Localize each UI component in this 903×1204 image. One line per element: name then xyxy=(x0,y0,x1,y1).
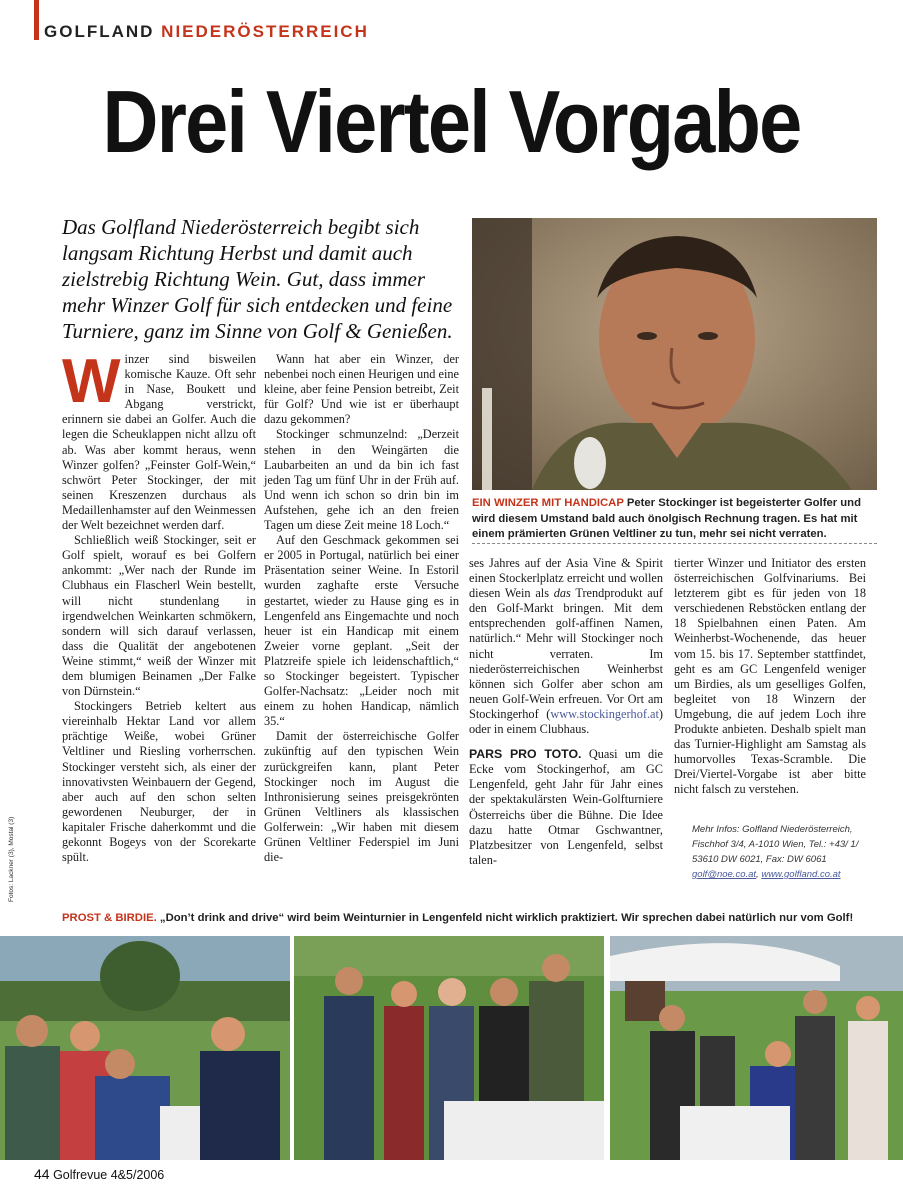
portrait-caption xyxy=(472,496,877,543)
magazine-issue: Golfrevue 4&5/2006 xyxy=(53,1168,165,1182)
paragraph xyxy=(62,347,256,533)
paragraph-text: Quasi um die Ecke vom Stockingerhof, am GC Lengenfeld, geht Jahr für Jahr eines der spektakulärsten Wein-Golfturniere Österreichs über die Bühne. Die Idee dazu hatte Otmar Gschwantner, Platzbesitzer von Lengenfeld, selbst talen- xyxy=(469,747,663,867)
article-column-1 xyxy=(62,347,256,865)
paragraph-text: Trendprodukt auf den Golf-Markt bringen. Mit dem entsprechenden golf-affinen Namen, natürlich.“ Mehr will Stockinger noch nicht verraten. Im niederösterreichischen Weinherbst können sich Golfer aber schon am neuen Golf-Wein erfreuen. Vor Ort am Stockingerhof ( xyxy=(469,586,663,721)
caption-divider xyxy=(472,543,877,544)
header-accent-bar xyxy=(34,0,39,40)
paragraph: Auf den Geschmack gekommen sei er 2005 in Portugal, natürlich bei einer Präsentation seiner Weine. In Estoril wurden zaghafte erste Versuche gestartet, wieder zu Hause ging es in Lengenfeld ans Eingemachte und noch heuer ist ein Handicap mit einem Zweier vorne geplant. „Seit der Platzreife spiele ich leidenschaftlich,“ so Stockinger begeistert. Typischer Golfer-Nachsatz: „Leider noch mit einem zu hohen Handicap, nämlich 35.“ xyxy=(264,533,459,729)
paragraph: Stockingers Betrieb keltert aus viereinhalb Hektar Land vor allem prächtige Weiße, wobei Grüner Veltliner und Riesling vorherrschen. Stockinger versteht sich, als einer der innovativsten Weinbauern der Gegend, aber auch auf den schon selten gewordenen Neuburger, der in kapitaler Frische daherkommt und die gekonnt Bogeys von der Scorekarte spült. xyxy=(62,699,256,865)
paragraph xyxy=(469,747,663,868)
portrait-photo xyxy=(472,218,877,490)
photo-credit xyxy=(8,816,18,902)
photo-credit-text: Fotos: Lackner (3), Mostal (3) xyxy=(8,816,15,902)
article-column-3 xyxy=(469,556,663,868)
paragraph-text: ses Jahres auf der Asia Vine & Spirit einen Stockerlplatz erreicht und wollen diesen Wein als xyxy=(469,556,663,601)
paragraph xyxy=(469,556,663,737)
paragraph: Wann hat aber ein Winzer, der nebenbei noch einen Heurigen und eine kleine, aber feine Pension betreibt, Zeit für Golf? Und wie ist er überhaupt dazu gekommen? xyxy=(264,352,459,427)
section-header-region: NIEDERÖSTERREICH xyxy=(161,22,369,41)
article-title: Drei Viertel Vorgabe xyxy=(102,72,801,171)
drop-cap: W xyxy=(62,347,121,416)
section-header-golfland: GOLFLAND xyxy=(44,22,155,41)
bottom-caption xyxy=(62,911,882,926)
paragraph: Damit der österreichische Golfer zukünftig auf den typischen Wein zurückgreifen kann, plant Peter Stockinger noch im August die Inthronisierung seines preisgekrönten Grünen Veltliners als klassischen Golferwein: „Wir haben mit diesem Grünen Veltliner Federspiel im Juni die- xyxy=(264,729,459,865)
paragraph-text: ) oder in einem Clubhaus. xyxy=(469,706,663,737)
article-column-4 xyxy=(674,556,866,798)
article-lead: Das Golfland Niederösterreich begibt sich langsam Richtung Herbst und damit auch zielstrebig Richtung Wein. Gut, dass immer mehr Winzer Golf für sich entdecken und feine Turniere, ganz im Sinne von Golf & Genießen. xyxy=(62,215,453,343)
paragraph-text: inzer sind bisweilen komische Kauze. Oft sehr in Nase, Boukett und Abgang verstrickt, erinnern sie dabei an Golfer. Auch die legen die Scheuklappen nicht allzu oft ab. Was aber kommt heraus, wenn Winzer golfen? „Feinster Golf-Wein,“ schwört Peter Stockinger, der mit seinen Kreszenzen durchaus als Medaillenhamster auf den Weinmessen der Welt bezeichnet werden darf. xyxy=(62,352,256,533)
page-number: 44 xyxy=(34,1166,50,1182)
page-footer xyxy=(34,1166,164,1182)
bottom-caption-text: „Don’t drink and drive“ wird beim Weinturnier in Lengenfeld nicht wirklich praktiziert. Wir sprechen dabei natürlich nur vom Golf! xyxy=(159,912,854,924)
email-link[interactable]: golf@noe.co.at xyxy=(692,869,757,880)
separator: , xyxy=(756,869,762,880)
run-in-heading: PARS PRO TOTO. xyxy=(469,747,582,762)
paragraph: Schließlich weiß Stockinger, seit er Golf spielt, worauf es bei Golfern ankommt: „Wer nach der Runde im Clubhaus ein Flascherl Wein bestellt, will nicht stundenlang in irgendwelchen Weinkarten schmökern, sondern will sich darauf verlassen, dass die Qualität der angebotenen Weine stimmt,“ weiß der Winzer mit dem blumigen Beinamen „Der Falke von Dürnstein.“ xyxy=(62,533,256,699)
event-photo-3 xyxy=(610,936,903,1160)
article-column-2 xyxy=(264,352,459,865)
paragraph: Stockinger schmunzelnd: „Derzeit stehen in den Weingärten die Laubarbeiten an und da bin ich fast jeden Tag um fünf Uhr in der Früh auf. Und wenn ich schon so drin bin im Aufstehen, gehe ich an den freien Tagen um diese Zeit meine 18 Loch.“ xyxy=(264,427,459,533)
portrait-caption-label: EIN WINZER MIT HANDICAP xyxy=(472,497,624,509)
website-link[interactable]: www.golfland.co.at xyxy=(761,869,841,880)
event-photo-2 xyxy=(294,936,604,1160)
emphasis: das xyxy=(553,586,571,601)
section-header xyxy=(44,22,369,42)
paragraph: tierter Winzer und Initiator des ersten österreichischen Golfvinariums. Bei letzterem gibt es für jeden von 18 verschiedenen Rebstöcken entlang der 18 Spielbahnen einen Paten. Am Weinherbst-Wochenende, das heuer vom 15. bis 17. September stattfindet, geht es am GC Lengenfeld weniger um Birdies, als um geselliges Golfen, begleitet von 18 Winzern der Umgebung, die auf jedem Loch ihre Produkte anbieten. Deshalb spielt man das Turnier-Highlight am Samstag als humorvolles Texas-Scramble. Die Drei/Viertel-Vorgabe ist aber bitte nicht falsch zu verstehen. xyxy=(674,556,866,797)
stockingerhof-link[interactable]: www.stockingerhof.at xyxy=(550,706,659,721)
event-photo-1 xyxy=(0,936,290,1160)
info-text: Mehr Infos: Golfland Niederösterreich, Fischhof 3/4, A-1010 Wien, Tel.: +43/ 1/ 53610 DW 6021, Fax: DW 6061 xyxy=(692,824,859,865)
portrait-caption-text: Peter Stockinger ist begeisterter Golfer und wird diesem Umstand bald auch önolgisch Rechnung tragen. Es hat mit einem prämierten Grünen Veltliner zu tun, mehr sei nicht verraten. xyxy=(472,497,861,540)
bottom-caption-label: PROST & BIRDIE. xyxy=(62,912,157,924)
info-box xyxy=(692,822,870,882)
